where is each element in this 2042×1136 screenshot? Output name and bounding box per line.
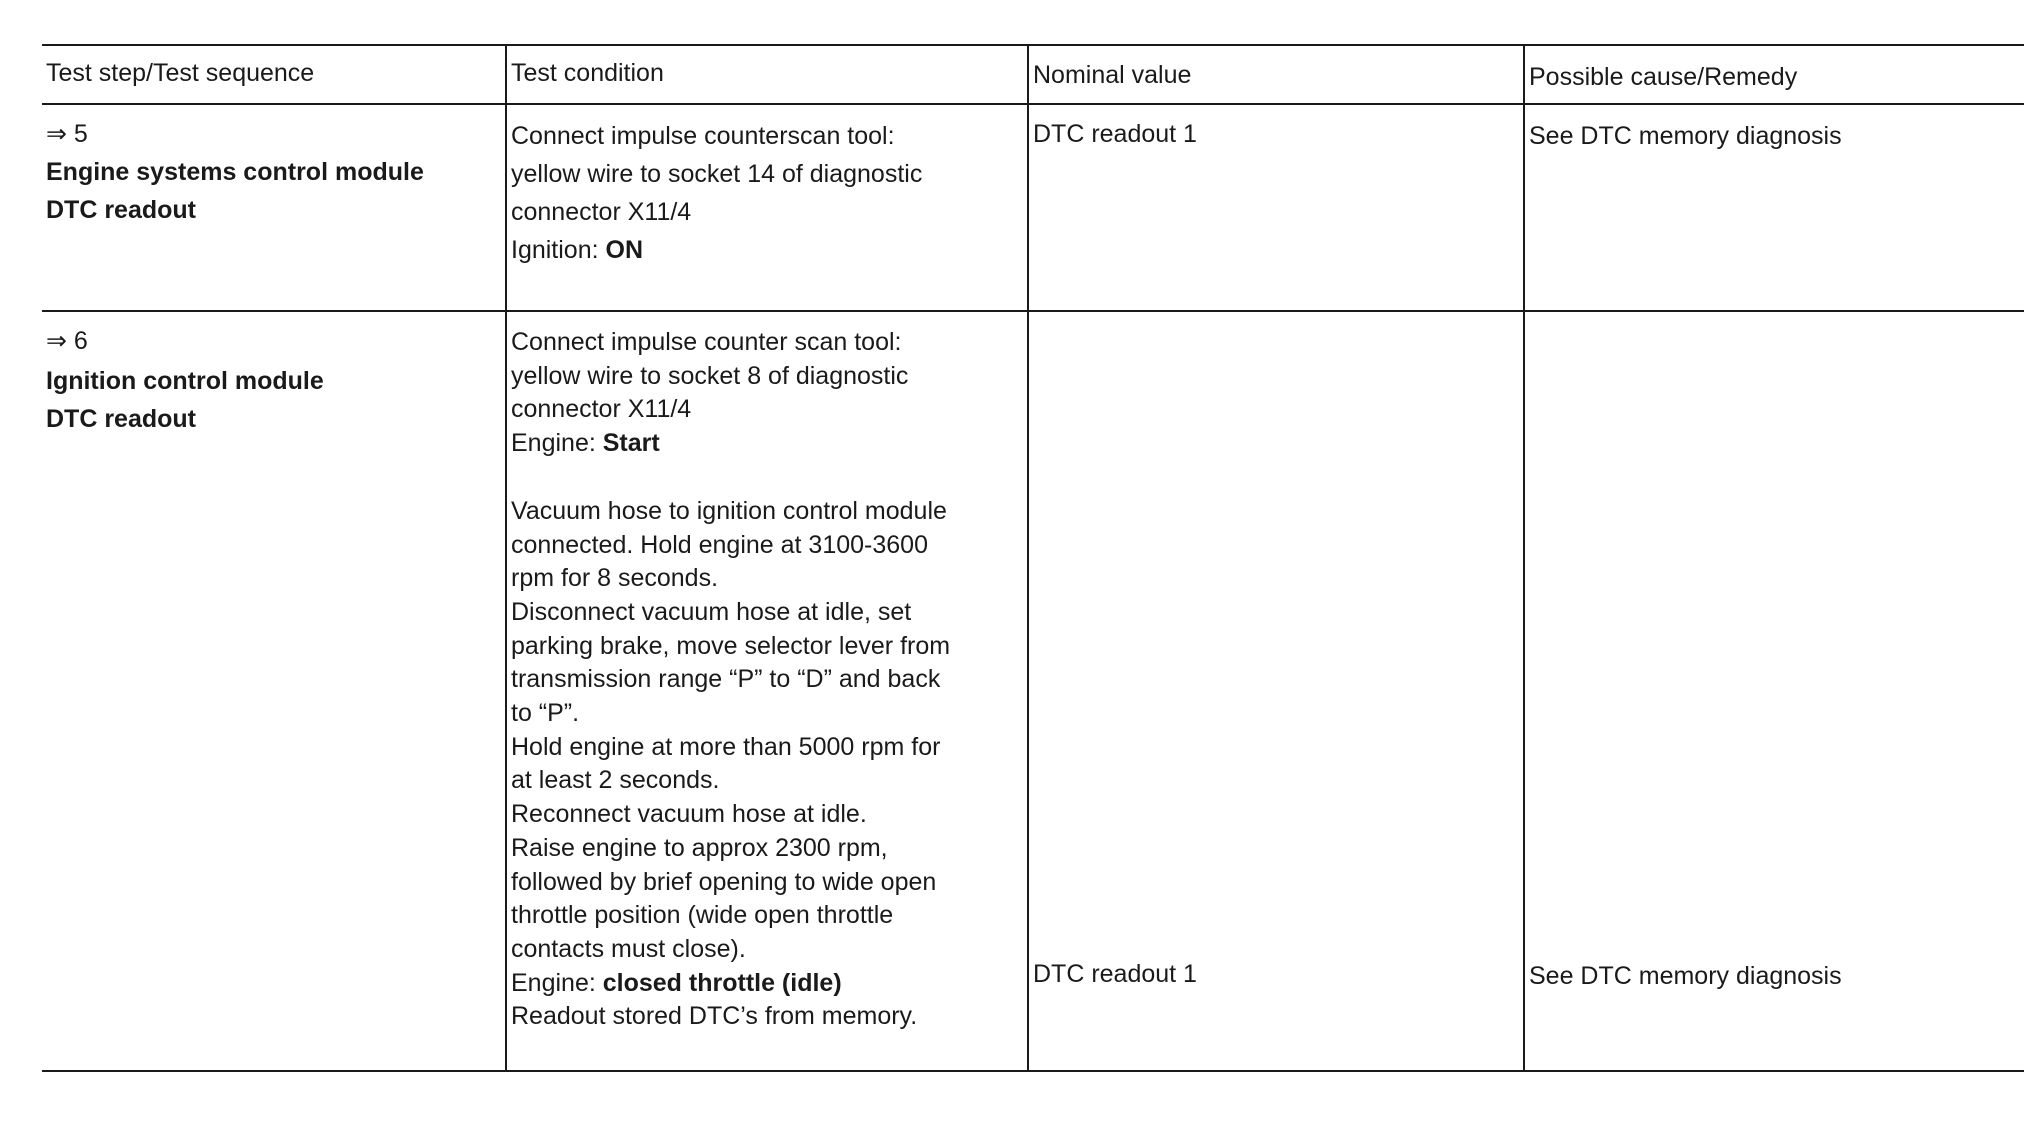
nominal-value-cell: DTC readout 1 [1033,960,1197,988]
table-bottom-rule [42,1070,2024,1072]
row-divider-rule [42,310,2024,312]
remedy-cell: See DTC memory diagnosis [1529,962,1842,990]
column-divider-2 [1027,44,1029,1072]
step-title: Ignition control module [46,367,324,395]
remedy-cell: See DTC memory diagnosis [1529,122,1842,150]
header-nominal-value: Nominal value [1033,61,1192,89]
test-condition-cell: Connect impulse counterscan tool: yellow wire to socket 14 of diagnostic connector X11/4 Ignition: ON [511,122,923,264]
column-divider-1 [505,44,507,1072]
table-row [46,117,424,227]
test-condition-cell: Connect impulse counter scan tool: yellow wire to socket 8 of diagnostic connector X11/4 Engine: Start Vacuum hose to ignition control module connected. Hold engine at 3100-3600 rpm for 8 seconds. Disconnect vacuum hose at idle, set parking brake, move selector lever from transmission range “P” to “D” and back to “P”. Hold engine at more than 5000 rpm for at least 2 seconds. Reconnect vacuum hose at idle. Raise engine to approx 2300 rpm, followed by brief opening to wide open throttle position (wide open throttle contacts must close). Engine: closed throttle (idle) Readout stored DTC’s from memory. [511,328,951,1031]
column-divider-3 [1523,44,1525,1072]
step-subtitle: DTC readout [46,196,196,224]
table-row [46,324,324,436]
header-test-step: Test step/Test sequence [46,59,315,87]
table-top-rule [42,44,2024,46]
step-title: Engine systems control module [46,158,424,186]
step-number: ⇒ 6 [46,327,88,355]
header-test-condition: Test condition [511,59,664,87]
step-subtitle: DTC readout [46,405,196,433]
header-possible-cause: Possible cause/Remedy [1529,63,1798,91]
step-number: ⇒ 5 [46,120,88,148]
nominal-value-cell: DTC readout 1 [1033,120,1197,148]
header-bottom-rule [42,103,2024,105]
